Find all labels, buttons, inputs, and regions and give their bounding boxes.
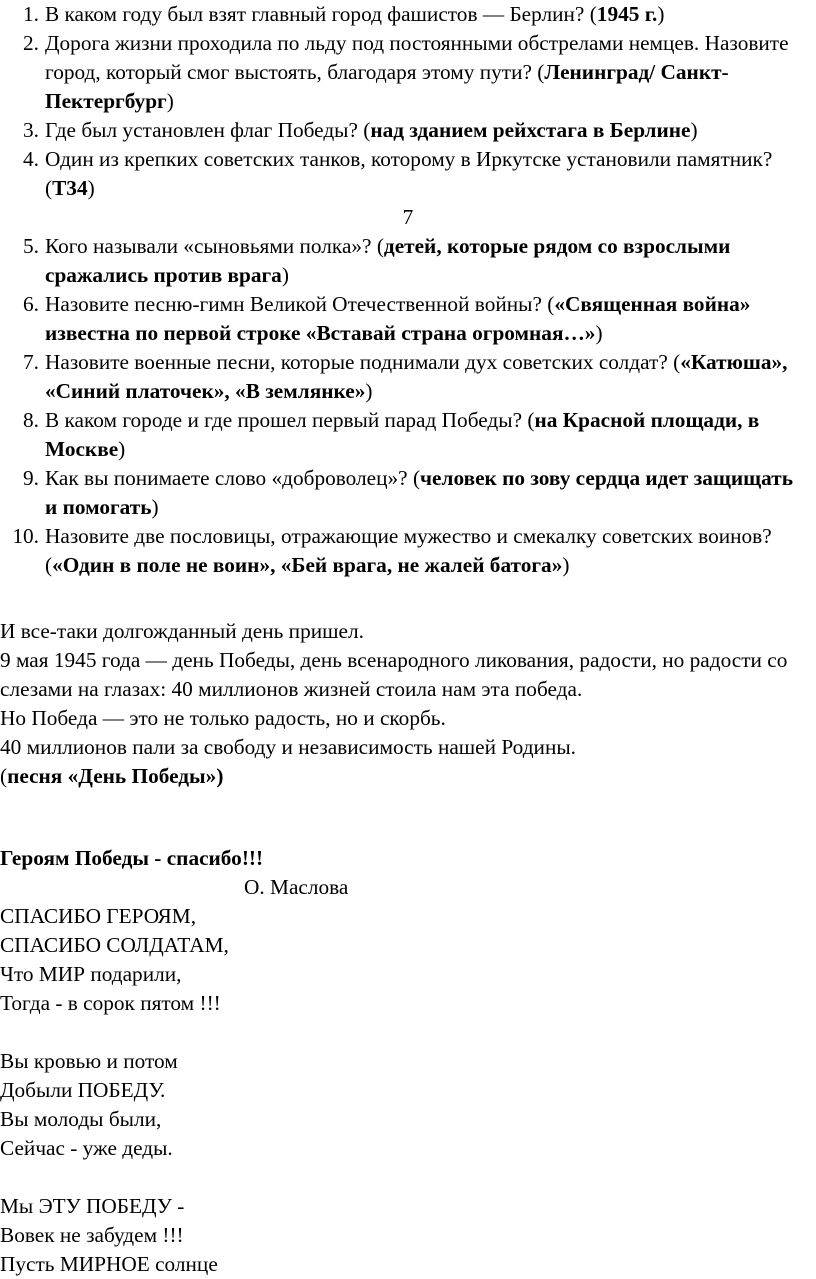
question-item — [8, 348, 808, 406]
quiz-question-list — [8, 0, 808, 580]
question-number: 7. — [23, 350, 39, 374]
question-item — [8, 145, 808, 203]
poem-line: Вовек не забудем !!! — [0, 1223, 184, 1247]
question-number: 6. — [23, 292, 39, 316]
question-text: В каком городе и где прошел первый парад Победы? (на Красной площади, в Москве) — [45, 408, 760, 461]
page-number: 7 — [402, 205, 414, 229]
question-text: Назовите две пословицы, отражающие мужество и смекалку советских воинов? («Один в поле не воин», «Бей врага, не жалей батога») — [45, 524, 772, 577]
question-answer: над зданием рейхстага в Берлине — [370, 118, 691, 142]
poem-line: Вы молоды были, — [0, 1107, 162, 1131]
prose-paragraph: 9 мая 1945 года — день Победы, день всенародного ликования, радости, но радости со слезами на глазах: 40 миллионов жизней стоила нам эта победа. — [0, 648, 788, 701]
stanza-gap — [0, 1018, 229, 1047]
question-number: 4. — [23, 147, 39, 171]
question-text: Где был установлен флаг Победы? (над зданием рейхстага в Берлине) — [45, 118, 698, 142]
poem-line: Добыли ПОБЕДУ. — [0, 1078, 166, 1102]
question-item — [8, 464, 808, 522]
question-answer: детей, которые рядом со взрослыми сражались против врага — [45, 234, 731, 287]
question-text: Как вы понимаете слово «доброволец»? (человек по зову сердца идет защищать и помогать) — [45, 466, 793, 519]
poem-line: Мы ЭТУ ПОБЕДУ - — [0, 1194, 185, 1218]
question-number: 3. — [23, 118, 39, 142]
poem-line: СПАСИБО ГЕРОЯМ, — [0, 904, 197, 928]
question-number: 2. — [23, 31, 39, 55]
question-number: 5. — [23, 234, 39, 258]
question-text: Назовите песню-гимн Великой Отечественной войны? («Священная война» известна по первой строке «Вставай страна огромная…») — [45, 292, 751, 345]
question-answer: на Красной площади, в Москве — [45, 408, 760, 461]
question-item — [8, 29, 808, 116]
question-text: Кого называли «сыновьями полка»? (детей, которые рядом со взрослыми сражались против врага) — [45, 234, 731, 287]
prose-paragraph: 40 миллионов пали за свободу и независимость нашей Родины. — [0, 735, 576, 759]
question-answer: «Священная война» известна по первой строке «Вставай страна огромная…» — [45, 292, 751, 345]
question-answer: 1945 г. — [596, 2, 658, 26]
question-item — [8, 0, 808, 29]
question-item — [8, 522, 808, 580]
question-number: 9. — [23, 466, 39, 490]
stanza-gap — [0, 1163, 229, 1192]
poem-title: Героям Победы - спасибо!!! — [0, 846, 264, 870]
question-text: В каком году был взят главный город фашистов — Берлин? (1945 г.) — [45, 2, 665, 26]
question-number: 1. — [23, 2, 39, 26]
question-answer: Ленинград/ Санкт-Пектергбург — [45, 60, 729, 113]
poem-line: Тогда - в сорок пятом !!! — [0, 991, 221, 1015]
question-item — [8, 290, 808, 348]
poem-author: О. Маслова — [244, 875, 349, 899]
question-text: Назовите военные песни, которые поднимали дух советских солдат? («Катюша», «Синий платочек», «В землянке») — [45, 350, 788, 403]
prose-section — [0, 617, 816, 791]
prose-paragraph: Но Победа — это не только радость, но и скорбь. — [0, 706, 446, 730]
question-text: Один из крепких советских танков, которому в Иркутске установили памятник? (Т34) — [45, 147, 773, 200]
poem-line: СПАСИБО СОЛДАТАМ, — [0, 933, 229, 957]
poem-line: Что МИР подарили, — [0, 962, 182, 986]
question-answer: Т34 — [52, 176, 88, 200]
question-answer: «Катюша», «Синий платочек», «В землянке» — [45, 350, 788, 403]
question-item — [8, 116, 808, 145]
poem-line: Сейчас - уже деды. — [0, 1136, 173, 1160]
question-number: 10. — [12, 524, 39, 548]
question-number: 8. — [23, 408, 39, 432]
question-answer: «Один в поле не воин», «Бей врага, не жалей батога» — [52, 553, 563, 577]
question-answer: человек по зову сердца идет защищать и помогать — [45, 466, 793, 519]
poem-line: Пусть МИРНОЕ солнце — [0, 1252, 218, 1276]
prose-paragraph: И все-таки долгожданный день пришел. — [0, 619, 364, 643]
question-item — [8, 406, 808, 464]
question-item — [8, 232, 808, 290]
poem — [0, 902, 229, 1279]
song-note: (песня «День Победы») — [0, 764, 224, 788]
question-text: Дорога жизни проходила по льду под постоянными обстрелами немцев. Назовите город, который смог выстоять, благодаря этому пути? (Ленинград/ Санкт-Пектергбург) — [45, 31, 789, 113]
poem-line: Вы кровью и потом — [0, 1049, 178, 1073]
